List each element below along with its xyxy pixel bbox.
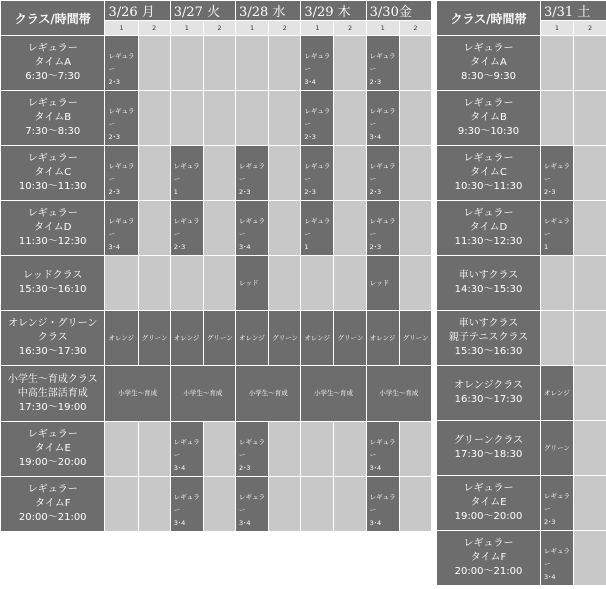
sat-period-header: 2 — [574, 21, 606, 36]
day-header: 3/27 火 — [170, 1, 235, 21]
class-name-cell: 小学生～育成クラス 中高生部活育成 17:30～19:00 — [1, 366, 105, 422]
empty-cell — [574, 476, 606, 531]
lesson-cell: グリーン — [399, 311, 431, 366]
lesson-cell: レギュラー 2･3 — [541, 146, 574, 201]
empty-cell — [399, 146, 431, 201]
lesson-cell: オレンジ — [301, 311, 334, 366]
empty-cell — [334, 477, 366, 532]
empty-cell — [541, 256, 574, 311]
class-name-cell: オレンジクラス 16:30～17:30 — [437, 366, 541, 421]
empty-cell — [138, 36, 170, 91]
table-row — [437, 201, 606, 256]
lesson-cell: レギュラー 2･3 — [105, 146, 138, 201]
class-name-cell: レギュラー タイムE 19:00～20:00 — [437, 476, 541, 531]
period-header: 2 — [138, 21, 170, 36]
class-name-cell: レギュラー タイムF 20:00～21:00 — [1, 477, 105, 532]
table-row — [1, 91, 432, 146]
merged-lesson-cell: 小学生～育成 — [366, 366, 431, 422]
class-name-cell: レギュラー タイムB 7:30～8:30 — [1, 91, 105, 146]
lesson-cell: レギュラー 2･3 — [366, 146, 399, 201]
empty-cell — [269, 477, 301, 532]
empty-cell — [541, 311, 574, 366]
empty-cell — [334, 146, 366, 201]
day-header: 3/28 水 — [236, 1, 301, 21]
empty-cell — [574, 531, 606, 586]
day-header: 3/29 木 — [301, 1, 366, 21]
empty-cell — [105, 256, 138, 311]
lesson-cell: レギュラー 2･3 — [366, 36, 399, 91]
class-name-cell: レッドクラス 15:30～16:10 — [1, 256, 105, 311]
period-header: 2 — [399, 21, 431, 36]
lesson-cell: レギュラー 3･4 — [105, 201, 138, 256]
lesson-cell: グリーン — [541, 421, 574, 476]
class-name-cell: オレンジ・グリーン クラス 16:30～17:30 — [1, 311, 105, 366]
table-row — [437, 311, 606, 366]
lesson-cell: レギュラー 1 — [170, 146, 203, 201]
empty-cell — [334, 36, 366, 91]
empty-cell — [269, 146, 301, 201]
lesson-cell: グリーン — [203, 311, 235, 366]
table-row — [437, 476, 606, 531]
empty-cell — [399, 91, 431, 146]
table-row — [437, 146, 606, 201]
class-name-cell: レギュラー タイムA 8:30～9:30 — [437, 36, 541, 91]
empty-cell — [138, 477, 170, 532]
lesson-cell: レギュラー 3･4 — [236, 477, 269, 532]
empty-cell — [203, 146, 235, 201]
period-header: 1 — [236, 21, 269, 36]
lesson-cell: レッド — [366, 256, 399, 311]
empty-cell — [236, 91, 269, 146]
empty-cell — [574, 201, 606, 256]
class-name-cell: 車いすクラス 14:30～15:30 — [437, 256, 541, 311]
empty-cell — [334, 256, 366, 311]
empty-cell — [574, 311, 606, 366]
table-row — [1, 36, 432, 91]
merged-lesson-cell: 小学生～育成 — [170, 366, 235, 422]
empty-cell — [269, 422, 301, 477]
class-name-cell: レギュラー タイムD 11:30～12:30 — [437, 201, 541, 256]
empty-cell — [541, 36, 574, 91]
class-name-cell: レギュラー タイムF 20:00～21:00 — [437, 531, 541, 586]
merged-lesson-cell: 小学生～育成 — [105, 366, 170, 422]
empty-cell — [203, 477, 235, 532]
merged-lesson-cell: 小学生～育成 — [301, 366, 366, 422]
class-name-cell: 車いすクラス 親子テニスクラス 15:30～16:30 — [437, 311, 541, 366]
class-name-cell: レギュラー タイムA 6:30～7:30 — [1, 36, 105, 91]
lesson-cell: レギュラー 2･3 — [105, 91, 138, 146]
saturday-schedule-table — [436, 0, 606, 586]
class-name-cell: グリーンクラス 17:30～18:30 — [437, 421, 541, 476]
empty-cell — [203, 422, 235, 477]
table-row — [437, 421, 606, 476]
class-name-cell: レギュラー タイムC 10:30～11:30 — [1, 146, 105, 201]
table-row — [437, 256, 606, 311]
period-header: 2 — [269, 21, 301, 36]
day-header: 3/26 月 — [105, 1, 170, 21]
lesson-cell: レギュラー 3･4 — [170, 477, 203, 532]
empty-cell — [269, 36, 301, 91]
table-row — [1, 146, 432, 201]
empty-cell — [203, 36, 235, 91]
empty-cell — [170, 36, 203, 91]
lesson-cell: レギュラー 2･3 — [541, 476, 574, 531]
lesson-cell: レギュラー 2･3 — [301, 91, 334, 146]
class-name-cell: レギュラー タイムB 9:30～10:30 — [437, 91, 541, 146]
table-row — [1, 477, 432, 532]
lesson-cell: オレンジ — [170, 311, 203, 366]
lesson-cell: レギュラー 2･3 — [301, 146, 334, 201]
period-header: 1 — [366, 21, 399, 36]
table-row — [437, 366, 606, 421]
period-header: 1 — [170, 21, 203, 36]
sat-day-header: 3/31 土 — [541, 1, 606, 21]
empty-cell — [138, 146, 170, 201]
lesson-cell: レギュラー 3･4 — [366, 91, 399, 146]
table-row — [1, 201, 432, 256]
table-row — [437, 91, 606, 146]
lesson-cell: グリーン — [269, 311, 301, 366]
corner-header: クラス/時間帯 — [1, 1, 105, 36]
empty-cell — [269, 201, 301, 256]
empty-cell — [574, 146, 606, 201]
empty-cell — [138, 91, 170, 146]
empty-cell — [399, 422, 431, 477]
empty-cell — [334, 422, 366, 477]
sat-period-header: 1 — [541, 21, 574, 36]
empty-cell — [399, 201, 431, 256]
lesson-cell: レギュラー 1 — [541, 201, 574, 256]
lesson-cell: オレンジ — [105, 311, 138, 366]
lesson-cell: レギュラー 1 — [301, 201, 334, 256]
period-header: 2 — [203, 21, 235, 36]
empty-cell — [203, 91, 235, 146]
table-row — [1, 311, 432, 366]
empty-cell — [301, 477, 334, 532]
empty-cell — [105, 477, 138, 532]
empty-cell — [334, 91, 366, 146]
lesson-cell: オレンジ — [236, 311, 269, 366]
class-name-cell: レギュラー タイムC 10:30～11:30 — [437, 146, 541, 201]
empty-cell — [574, 421, 606, 476]
empty-cell — [203, 201, 235, 256]
empty-cell — [574, 91, 606, 146]
period-header: 2 — [334, 21, 366, 36]
empty-cell — [574, 36, 606, 91]
table-row — [1, 366, 432, 422]
empty-cell — [334, 201, 366, 256]
empty-cell — [170, 91, 203, 146]
empty-cell — [269, 256, 301, 311]
table-row — [437, 531, 606, 586]
table-row — [1, 422, 432, 477]
empty-cell — [574, 256, 606, 311]
empty-cell — [399, 36, 431, 91]
class-name-cell: レギュラー タイムD 11:30～12:30 — [1, 201, 105, 256]
lesson-cell: オレンジ — [541, 366, 574, 421]
empty-cell — [301, 422, 334, 477]
empty-cell — [301, 256, 334, 311]
lesson-cell: レギュラー 3･4 — [366, 422, 399, 477]
lesson-cell: レギュラー 2･3 — [170, 201, 203, 256]
class-name-cell: レギュラー タイムE 19:00～20:00 — [1, 422, 105, 477]
lesson-cell: レギュラー 3･4 — [301, 36, 334, 91]
lesson-cell: オレンジ — [366, 311, 399, 366]
empty-cell — [138, 256, 170, 311]
empty-cell — [399, 477, 431, 532]
lesson-cell: レッド — [236, 256, 269, 311]
empty-cell — [236, 36, 269, 91]
day-header: 3/30金 — [366, 1, 431, 21]
period-header: 1 — [301, 21, 334, 36]
empty-cell — [269, 91, 301, 146]
empty-cell — [138, 201, 170, 256]
lesson-cell: レギュラー 2･3 — [236, 146, 269, 201]
empty-cell — [541, 91, 574, 146]
merged-lesson-cell: 小学生～育成 — [236, 366, 301, 422]
lesson-cell: レギュラー 3･4 — [541, 531, 574, 586]
table-row — [1, 256, 432, 311]
lesson-cell: レギュラー 3･4 — [366, 477, 399, 532]
empty-cell — [138, 422, 170, 477]
lesson-cell: レギュラー 3･4 — [170, 422, 203, 477]
empty-cell — [105, 422, 138, 477]
empty-cell — [170, 256, 203, 311]
empty-cell — [574, 366, 606, 421]
empty-cell — [203, 256, 235, 311]
table-row — [437, 36, 606, 91]
sat-corner-header: クラス/時間帯 — [437, 1, 541, 36]
period-header: 1 — [105, 21, 138, 36]
lesson-cell: レギュラー 2･3 — [105, 36, 138, 91]
empty-cell — [399, 256, 431, 311]
lesson-cell: グリーン — [334, 311, 366, 366]
lesson-cell: レギュラー 2･3 — [236, 422, 269, 477]
lesson-cell: グリーン — [138, 311, 170, 366]
lesson-cell: レギュラー 3･4 — [236, 201, 269, 256]
lesson-cell: レギュラー 2･3 — [366, 201, 399, 256]
